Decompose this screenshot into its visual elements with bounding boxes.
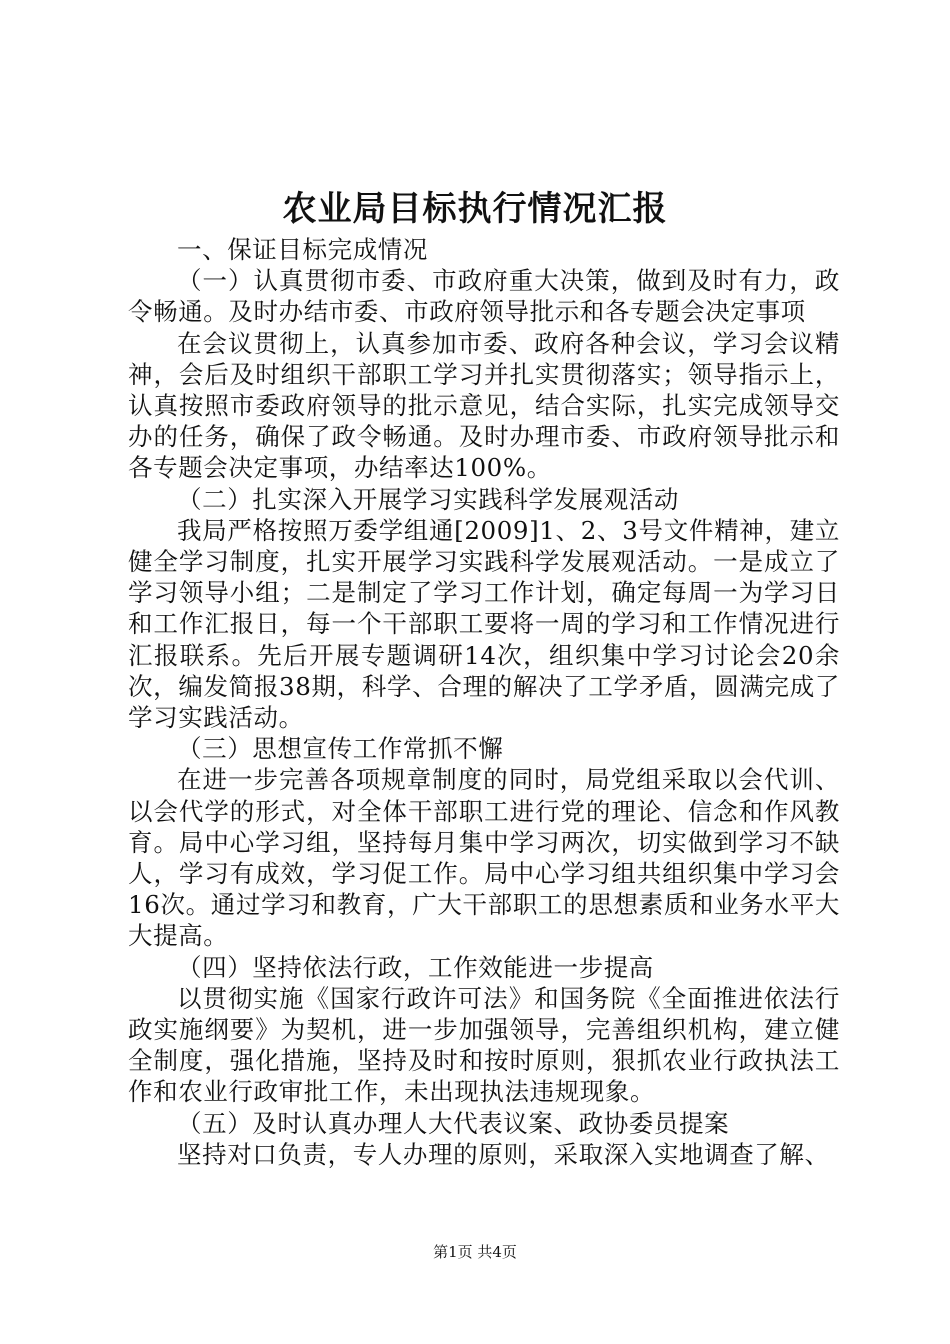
subsection-heading: （三）思想宣传工作常抓不懈 bbox=[177, 734, 504, 764]
body-paragraph: 以贯彻实施《国家行政许可法》和国务院《全面推进依法行政实施纲要》为契机，进一步加强领导，完善组织机构，建立健全制度，强化措施，坚持及时和按时原则，狠抓农业行政执法工作和农业行政审批工作，未出现执法违规现象。 bbox=[128, 983, 840, 1107]
body-paragraph: 在会议贯彻上，认真参加市委、政府各种会议，学习会议精神，会后及时组织干部职工学习并扎实贯彻落实；领导指示上，认真按照市委政府领导的批示意见，结合实际，扎实完成领导交办的任务，确保了政令畅通。及时办理市委、市政府领导批示和各专题会决定事项，办结率达100%。 bbox=[128, 328, 840, 483]
document-title: 农业局目标执行情况汇报 bbox=[282, 189, 668, 229]
subsection-heading: （四）坚持依法行政，工作效能进一步提高 bbox=[177, 952, 654, 982]
body-paragraph: 在进一步完善各项规章制度的同时，局党组采取以会代训、以会代学的形式，对全体干部职工进行党的理论、信念和作风教育。局中心学习组，坚持每月集中学习两次，切实做到学习不缺人，学习有成效，学习促工作。局中心学习组共组织集中学习会16次。通过学习和教育，广大干部职工的思想素质和业务水平大大提高。 bbox=[128, 765, 840, 951]
section-heading: 一、保证目标完成情况 bbox=[177, 235, 428, 264]
subsection-heading: （二）扎实深入开展学习实践科学发展观活动 bbox=[177, 484, 679, 514]
body-paragraph: 我局严格按照万委学组通[2009]1、2、3号文件精神，建立健全学习制度，扎实开展学习实践科学发展观活动。一是成立了学习领导小组；二是制定了学习工作计划，确定每周一为学习日和工作汇报日，每一个干部职工要将一周的学习和工作情况进行汇报联系。先后开展专题调研14次，组织集中学习讨论会20余次，编发简报38期，科学、合理的解决了工学矛盾，圆满完成了学习实践活动。 bbox=[128, 515, 840, 733]
subsection-heading: （五）及时认真办理人大代表议案、政协委员提案 bbox=[177, 1108, 730, 1138]
page-footer: 第1页 共4页 bbox=[433, 1243, 517, 1261]
document-body bbox=[128, 234, 840, 1170]
subsection-heading: （一）认真贯彻市委、市政府重大决策，做到及时有力，政令畅通。及时办结市委、市政府领导批示和各专题会决定事项 bbox=[128, 266, 840, 327]
body-paragraph: 坚持对口负责，专人办理的原则，采取深入实地调查了解、 bbox=[177, 1139, 830, 1169]
